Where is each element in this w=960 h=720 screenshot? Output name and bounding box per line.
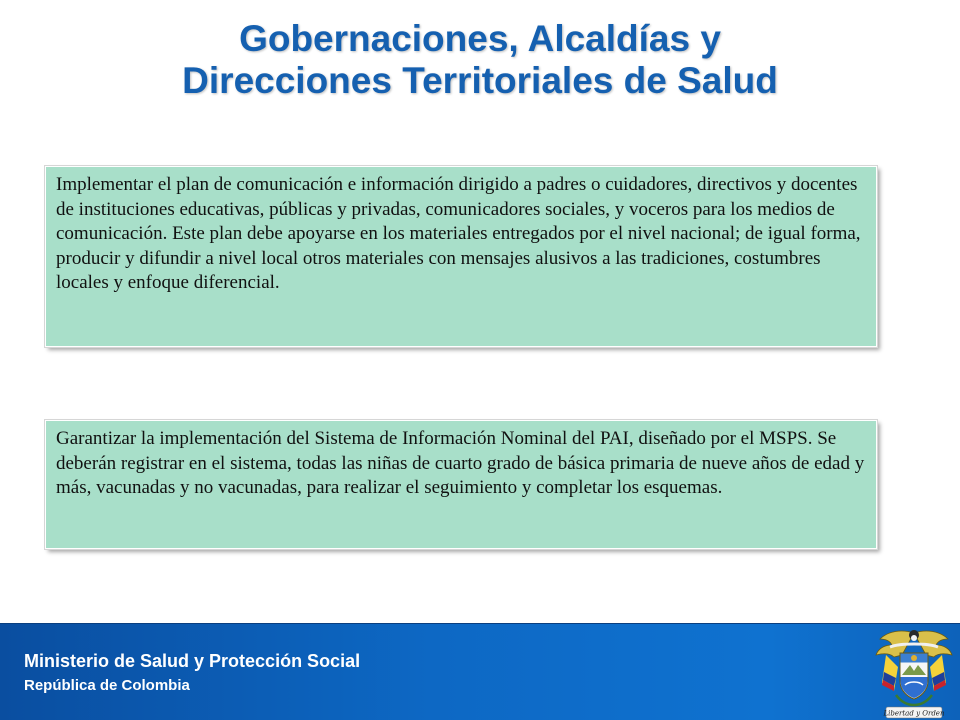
ministry-name: Ministerio de Salud y Protección Social	[24, 651, 361, 671]
svg-text:Libertad y Orden: Libertad y Orden	[883, 709, 945, 718]
slide-title	[40, 18, 920, 102]
footer-divider	[0, 623, 960, 624]
colombia-coat-of-arms-icon	[872, 625, 956, 720]
country-name: República de Colombia	[24, 677, 190, 694]
content-box-communication-plan: Implementar el plan de comunicación e información dirigido a padres o cuidadores, directivos y docentes de instituciones educativas, públicas y privadas, comunicadores sociales, y voceros para los medios de comunicación. Este plan debe apoyarse en los materiales entregados por el nivel nacional; de igual forma, producir y difundir a nivel local otros materiales con mensajes alusivos a las tradiciones, costumbres locales y enfoque diferencial.	[45, 166, 877, 347]
title-line-2: Direcciones Territoriales de Salud	[182, 60, 778, 101]
title-line-1: Gobernaciones, Alcaldías y	[239, 18, 721, 59]
content-box-information-system: Garantizar la implementación del Sistema de Información Nominal del PAI, diseñado por el MSPS. Se deberán registrar en el sistema, todas las niñas de cuarto grado de básica primaria de nueve años de edad y más, vacunadas y no vacunadas, para realizar el seguimiento y completar los esquemas.	[45, 420, 877, 549]
